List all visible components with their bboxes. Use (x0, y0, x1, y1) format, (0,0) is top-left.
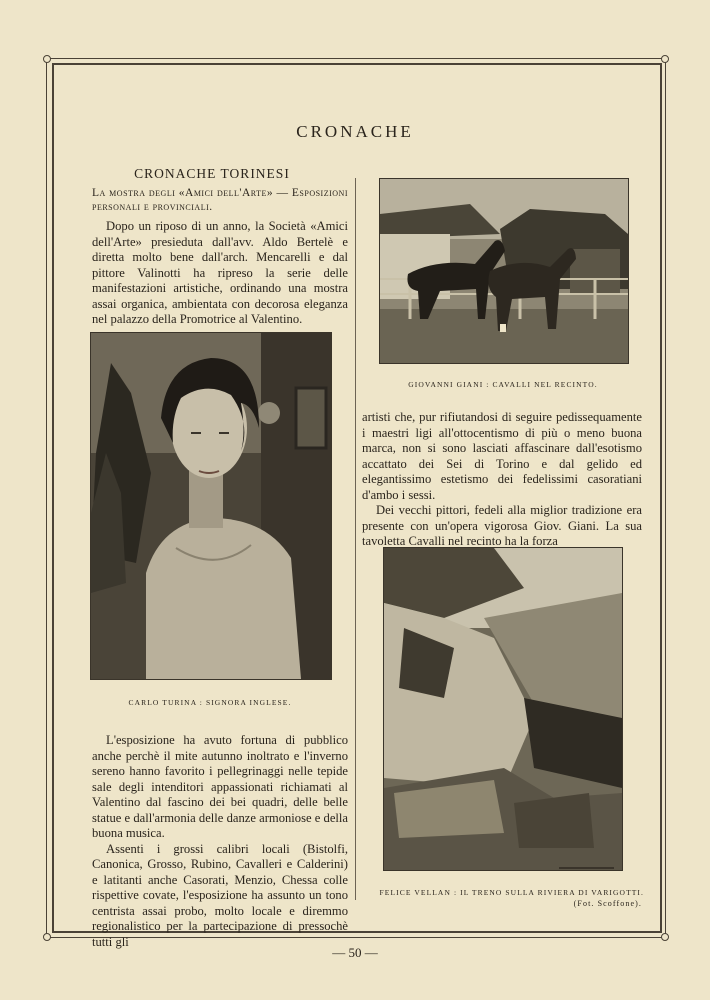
artists-text: artisti che, pur rifiutandosi di seguire pedissequamente i maestri ligi all'ottocentismo di più o meno buona marca, non si sono lasciati affascinare dall'esotismo accattato dei Sei di Torino e dal gelido ed elegantissimo estetismo dei fedelissimi casoratiani d'ambo i sessi. (362, 410, 642, 502)
paragraph-artists (362, 410, 642, 550)
caption-photo-credit: (Fot. Scoffone). (573, 899, 642, 908)
corner-ornament (43, 55, 51, 63)
riviera-train-image (384, 548, 622, 870)
absent-artists-text: Assenti i grossi calibri locali (Bistolfi, Canonica, Grosso, Rubino, Cavalleri e Calderini) e latitanti anche Casorati, Menzio, Chessa colle rispettive covate, l'esposizione ha assunto un tono centrista assai probo, molto locale e diremmo regionalistico per la partecipazione di pressochè tutti gli (92, 841, 348, 949)
corner-ornament (661, 55, 669, 63)
woman-portrait-image (91, 333, 331, 679)
painting-turina (90, 332, 332, 680)
page-number: — 50 — (332, 945, 378, 960)
section-title: CRONACHE (296, 122, 414, 141)
painting-vellan (383, 547, 623, 871)
column-divider (355, 178, 356, 900)
paragraph-intro (92, 219, 348, 328)
corner-ornament (43, 933, 51, 941)
caption-turina: CARLO TURINA : SIGNORA INGLESE. (128, 698, 292, 707)
article-subhead: La mostra degli «Amici dell'Arte» — Esposizioni personali e provinciali. (92, 187, 348, 213)
exhibition-text: L'esposizione ha avuto fortuna di pubblico anche perchè il mite autunno inoltrato e l'inverno sereno hanno favorito i pellegrinaggi nelle tepide sale degli intenditori appassionati richiamati al Valentino dal fascino dei bei quadri, delle belle statue e dall'armonia delle danze armoniose e della buona musica. (92, 733, 348, 840)
paragraph-exhibition (92, 733, 348, 950)
painting-giani (379, 178, 629, 364)
corner-ornament (661, 933, 669, 941)
intro-text: Dopo un riposo di un anno, la Società «Amici dell'Arte» presieduta dall'avv. Aldo Bertelè e diretta molto bene dall'arch. Mencarelli e dal pittore Valinotti ha ripreso la serie delle manifestazioni artistiche, ordinando una mostra assai organica, ambientata con decorosa eleganza nel palazzo della Promotrice al Valentino. (92, 219, 348, 326)
horses-image (380, 179, 628, 363)
caption-giani: GIOVANNI GIANI : CAVALLI NEL RECINTO. (408, 380, 598, 389)
old-painters-text: Dei vecchi pittori, fedeli alla miglior tradizione era presente con un'opera vigorosa Giov. Giani. La sua tavoletta Cavalli nel recinto ha la forza (362, 503, 642, 548)
article-title: CRONACHE TORINESI (134, 166, 290, 181)
caption-vellan: FELICE VELLAN : IL TRENO SULLA RIVIERA DI VARIGOTTI. (379, 888, 644, 897)
